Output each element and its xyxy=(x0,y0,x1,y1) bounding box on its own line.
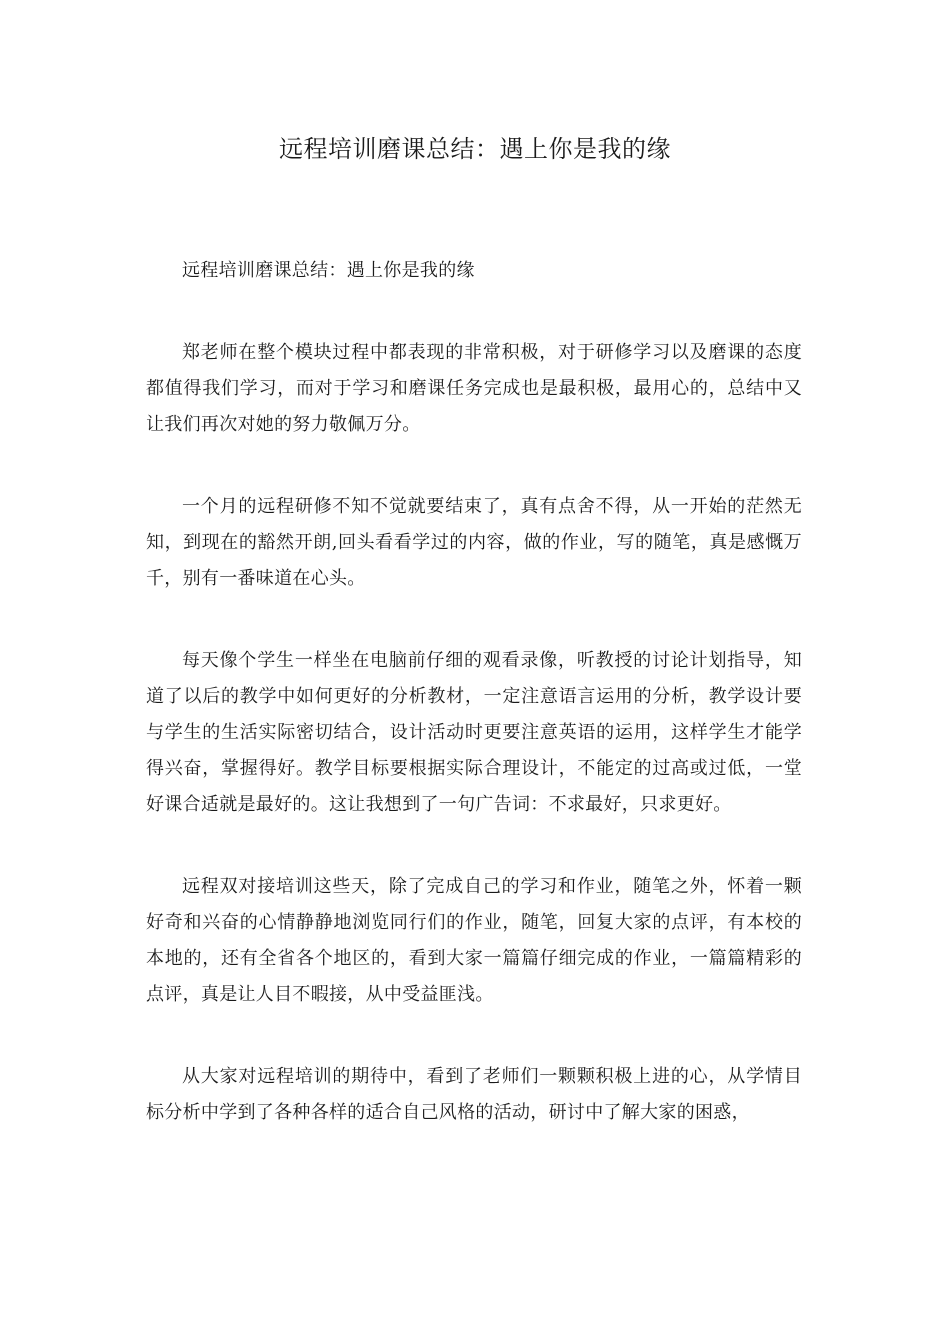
paragraph: 每天像个学生一样坐在电脑前仔细的观看录像，听教授的讨论计划指导，知道了以后的教学中如何更好的分析教材，一定注意语言运用的分析，教学设计要与学生的生活实际密切结合，设计活动时更要注意英语的运用，这样学生才能学得兴奋，掌握得好。教学目标要根据实际合理设计，不能定的过高或过低，一堂好课合适就是最好的。这让我想到了一句广告词：不求最好，只求更好。 xyxy=(146,650,802,815)
paragraph: 一个月的远程研修不知不觉就要结束了，真有点舍不得，从一开始的茫然无知，到现在的豁然开朗,回头看看学过的内容，做的作业，写的随笔，真是感慨万千，别有一番味道在心头。 xyxy=(146,496,802,589)
document-title: 远程培训磨课总结：遇上你是我的缘 xyxy=(279,135,671,163)
paragraph: 郑老师在整个模块过程中都表现的非常积极，对于研修学习以及磨课的态度都值得我们学习，而对于学习和磨课任务完成也是最积极，最用心的，总结中又让我们再次对她的努力敬佩万分。 xyxy=(146,342,802,435)
document-body xyxy=(146,253,802,1131)
paragraph: 从大家对远程培训的期待中，看到了老师们一颗颗积极上进的心，从学情目标分析中学到了各种各样的适合自己风格的活动，研讨中了解大家的困惑， xyxy=(146,1066,802,1123)
paragraph: 远程双对接培训这些天，除了完成自己的学习和作业，随笔之外，怀着一颗好奇和兴奋的心情静静地浏览同行们的作业，随笔，回复大家的点评，有本校的本地的，还有全省各个地区的，看到大家一篇篇仔细完成的作业，一篇篇精彩的点评，真是让人目不暇接，从中受益匪浅。 xyxy=(146,876,802,1005)
document-subtitle: 远程培训磨课总结：遇上你是我的缘 xyxy=(182,260,475,281)
